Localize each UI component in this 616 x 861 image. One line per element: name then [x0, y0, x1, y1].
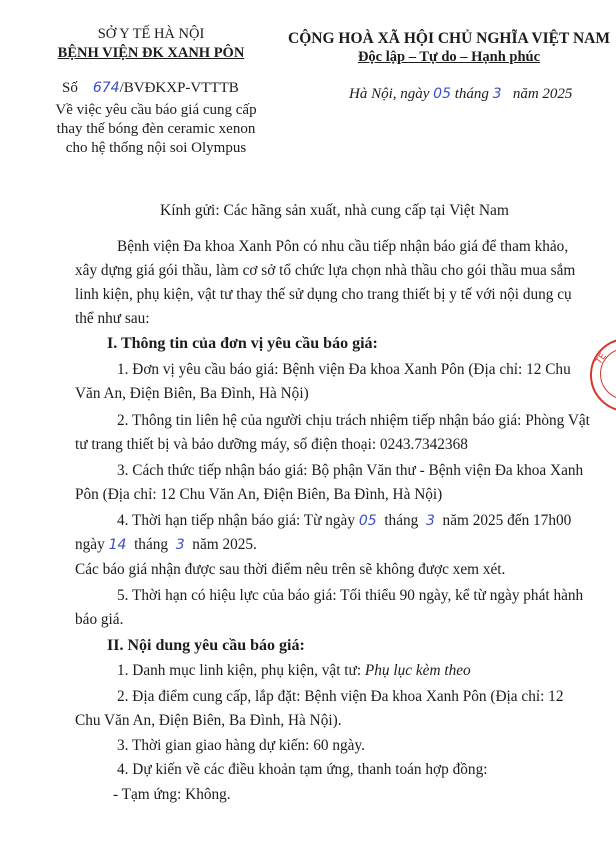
intro-line-4: thể như sau:	[75, 310, 150, 327]
s1-item4-text-d: ngày	[75, 536, 105, 553]
s1-item4-text-b: tháng	[384, 512, 419, 529]
section-2-heading: II. Nội dung yêu cầu báo giá:	[107, 637, 305, 654]
s1-item1-line2: Văn An, Điện Biên, Ba Đình, Hà Nội)	[75, 385, 309, 402]
doc-number-suffix: /BVĐKXP-VTTTB	[119, 80, 239, 96]
s1-item4-line1	[117, 512, 571, 530]
s1-item4-line2	[75, 536, 257, 554]
s1-item2-line2: tư trang thiết bị và bảo dưỡng máy, số điện thoại: 0243.7342368	[75, 436, 468, 453]
date-day: 05	[433, 86, 451, 102]
doc-number-handwritten: 674	[92, 80, 120, 96]
recipient: Kính gửi: Các hãng sản xuất, nhà cung cấp tại Việt Nam	[160, 202, 509, 219]
s2-item1-prefix: 1. Danh mục linh kiện, phụ kiện, vật tư:	[117, 662, 362, 679]
org-line-1: SỞ Y TẾ HÀ NỘI	[97, 26, 205, 42]
s1-item5-line2: báo giá.	[75, 611, 124, 628]
s1-item3-line1: 3. Cách thức tiếp nhận báo giá: Bộ phận Văn thư - Bệnh viện Đa khoa Xanh	[117, 462, 584, 479]
s1-item4-text-c: năm 2025 đến 17h00	[442, 512, 572, 529]
s2-item4: 4. Dự kiến về các điều khoản tạm ứng, thanh toán hợp đồng:	[117, 761, 488, 778]
date-month-word: tháng	[454, 86, 489, 102]
org-line-2: BỆNH VIỆN ĐK XANH PÔN	[57, 45, 245, 61]
s1-item4-month2: 3	[175, 537, 185, 553]
s1-late-note: Các báo giá nhận được sau thời điểm nêu trên sẽ không được xem xét.	[75, 561, 506, 578]
s1-item2-line1: 2. Thông tin liên hệ của người chịu trách nhiệm tiếp nhận báo giá: Phòng Vật	[117, 412, 590, 429]
intro-line-1: Bệnh viện Đa khoa Xanh Pôn có nhu cầu tiếp nhận báo giá để tham khảo,	[117, 238, 569, 255]
date-year: năm 2025	[512, 86, 573, 102]
s1-item1-line1: 1. Đơn vị yêu cầu báo giá: Bệnh viện Đa khoa Xanh Pôn (Địa chỉ: 12 Chu	[117, 361, 571, 378]
doc-number	[62, 80, 239, 97]
s2-item1	[117, 662, 471, 680]
s2-item1-italic: Phụ lục kèm theo	[364, 662, 471, 679]
s2-item2-line1: 2. Địa điểm cung cấp, lắp đặt: Bệnh viện Đa khoa Xanh Pôn (Địa chỉ: 12	[117, 688, 564, 705]
s1-item4-day1: 05	[358, 513, 377, 529]
intro-line-3: linh kiện, phụ kiện, vật tư thay thế sử dụng cho trang thiết bị y tế với nội dung cụ	[75, 286, 572, 303]
s1-item3-line2: Pôn (Địa chỉ: 12 Chu Văn An, Điện Biên, Ba Đình, Hà Nội)	[75, 486, 443, 503]
nation-title: CỘNG HOÀ XÃ HỘI CHỦ NGHĨA VIỆT NAM	[288, 30, 610, 47]
section-1-heading: I. Thông tin của đơn vị yêu cầu báo giá:	[107, 335, 378, 352]
s1-item4-text-e: tháng	[134, 536, 169, 553]
date-month: 3	[492, 86, 502, 102]
s2-item4-sub: - Tạm ứng: Không.	[113, 786, 231, 803]
subject-line-1: Về việc yêu cầu báo giá cung cấp	[55, 102, 257, 118]
s1-item4-text-a: 4. Thời hạn tiếp nhận báo giá: Từ ngày	[117, 512, 355, 529]
s2-item3: 3. Thời gian giao hàng dự kiến: 60 ngày.	[117, 737, 365, 754]
nation-motto: Độc lập – Tự do – Hạnh phúc	[357, 49, 541, 65]
intro-line-2: xây dựng giá gói thầu, làm cơ sở tổ chức lựa chọn nhà thầu cho gói thầu mua sắm	[75, 262, 576, 279]
date-prefix: Hà Nội, ngày	[349, 86, 430, 102]
subject-line-2: thay thế bóng đèn ceramic xenon	[56, 121, 256, 137]
s2-item2-line2: Chu Văn An, Điện Biên, Ba Đình, Hà Nội).	[75, 712, 342, 729]
official-stamp	[590, 338, 616, 412]
doc-date	[349, 86, 572, 103]
s1-item4-text-f: năm 2025.	[192, 536, 257, 553]
s1-item5-line1: 5. Thời hạn có hiệu lực của báo giá: Tối thiểu 90 ngày, kể từ ngày phát hành	[117, 587, 584, 604]
s1-item4-day2: 14	[108, 537, 127, 553]
stamp-text: TẾ	[594, 351, 609, 367]
s1-item4-month1: 3	[425, 513, 435, 529]
doc-number-prefix: Số	[62, 80, 78, 96]
subject-line-3: cho hệ thống nội soi Olympus	[65, 140, 247, 156]
